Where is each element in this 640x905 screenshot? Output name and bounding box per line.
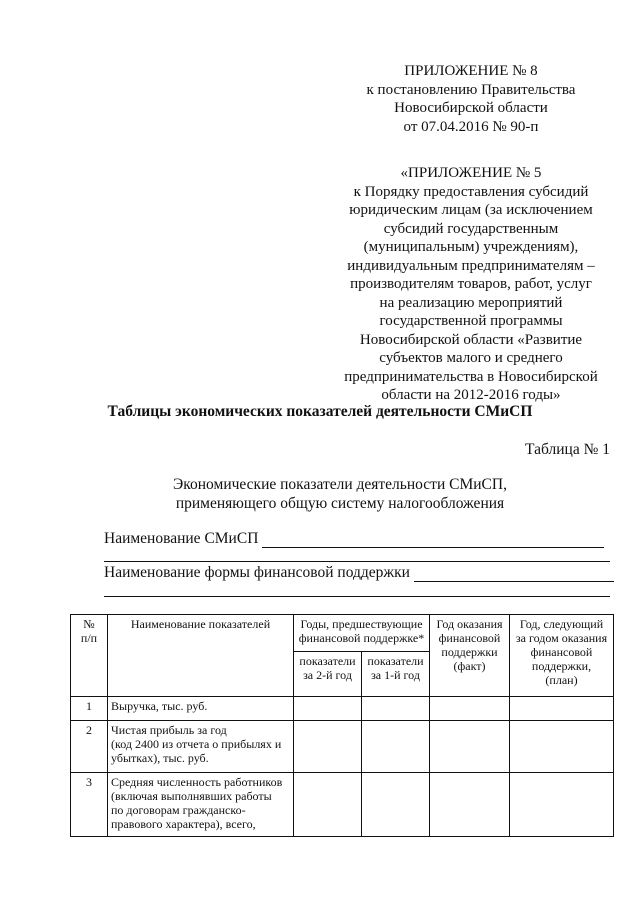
value-support-year-cell[interactable] [430,773,510,837]
document-title: Таблицы экономических показателей деятельности СМиСП [107,403,533,420]
table-row [71,721,614,773]
header-previous-years-line-1: Годы, предшествующие [300,617,423,631]
appendix-5-line-9: государственной программы [379,313,563,329]
header-next-year-line-3: финансовой [530,645,593,659]
value-next-year-cell[interactable] [510,697,614,721]
row-indicator-name [108,697,294,721]
value-year-2-cell[interactable] [294,697,362,721]
header-support-year-line-2: финансовой [438,631,501,645]
header-support-year [430,615,510,697]
row-number: 1 [71,697,108,721]
support-form-label: Наименование формы финансовой поддержки [104,564,410,581]
row-number: 2 [71,721,108,773]
row-indicator-name-line-1: Чистая прибыль за год [111,723,227,737]
table-heading [0,475,640,513]
header-support-year-line-1: Год оказания [436,617,503,631]
appendix-5-line-12: предпринимательства в Новосибирской [344,368,598,385]
smisp-name-blank[interactable] [262,533,604,548]
appendix-5-line-7: производителям товаров, работ, услуг [350,276,592,292]
header-next-year-line-5: (план) [545,673,578,687]
header-number-line-2: п/п [80,631,98,645]
row-indicator-name-line-1: Средняя численность работников [111,775,283,789]
value-year-2-cell[interactable] [294,721,362,773]
indicators-table [70,614,614,837]
appendix-5-line-2: к Порядку предоставления субсидий [353,183,589,200]
appendix-5-header [340,164,602,405]
value-support-year-cell[interactable] [430,721,510,773]
appendix-5-line-8: на реализацию мероприятий [379,294,563,311]
appendix-5-line-6: индивидуальным предпринимателям – [347,257,595,274]
appendix-5-line-11: субъектов малого и среднего [379,350,563,366]
support-form-field [104,564,614,582]
appendix-5-line-5: (муниципальным) учреждениям), [363,239,579,255]
smisp-name-label: Наименование СМиСП [104,530,259,547]
header-indicator-name: Наименование показателей [108,615,294,697]
appendix-8-line-3: Новосибирской области [394,100,548,116]
header-next-year-line-2: за годом оказания [515,631,608,645]
row-indicator-name [108,721,294,773]
header-support-year-line-3: поддержки [441,645,498,659]
table-heading-line-1: Экономические показатели деятельности СМиСП, [173,476,507,493]
value-year-1-cell[interactable] [362,721,430,773]
header-year-1 [362,652,430,697]
smisp-name-continuation-line [104,561,610,562]
header-next-year [510,615,614,697]
header-next-year-line-4: поддержки, [531,659,592,673]
row-indicator-name-line-2: (включая выполнявших работы [111,789,272,803]
row-indicator-name-line-1: Выручка, тыс. руб. [111,699,208,713]
value-year-2-cell[interactable] [294,773,362,837]
appendix-5-line-3: юридическим лицам (за исключением [349,202,593,218]
header-year-2-line-2: за 2-й год [303,668,352,682]
appendix-8-line-2: к постановлению Правительства [366,81,576,98]
header-support-year-line-4: (факт) [453,659,486,673]
header-year-2-line-1: показатели [299,654,356,668]
appendix-8-line-4: от 07.04.2016 № 90-п [403,118,539,135]
table-heading-line-2: применяющего общую систему налогообложения [175,495,505,512]
value-year-1-cell[interactable] [362,697,430,721]
header-number-line-1: № [83,617,95,631]
appendix-8-header [340,62,602,136]
appendix-5-line-4: субсидий государственным [383,220,559,237]
header-next-year-line-1: Год, следующий [519,617,604,631]
row-indicator-name-line-3: убытках), тыс. руб. [111,751,209,765]
value-year-1-cell[interactable] [362,773,430,837]
table-row [71,773,614,837]
row-indicator-name [108,773,294,837]
header-year-1-line-1: показатели [367,654,424,668]
table-number: Таблица № 1 [525,441,610,458]
indicators-table-body [71,697,614,837]
appendix-5-line-1: «ПРИЛОЖЕНИЕ № 5 [400,165,542,181]
header-previous-years-line-2: финансовой поддержке* [298,631,425,645]
header-year-2 [294,652,362,697]
header-number [71,615,108,697]
support-form-continuation-line [104,596,610,597]
smisp-name-field [104,530,604,548]
header-previous-years [294,615,430,652]
support-form-blank[interactable] [414,567,614,582]
value-support-year-cell[interactable] [430,697,510,721]
row-indicator-name-line-3: по договорам гражданско- [111,803,246,817]
value-next-year-cell[interactable] [510,773,614,837]
appendix-5-line-13: области на 2012-2016 годы» [381,387,561,403]
row-indicator-name-line-4: правового характера), всего, [111,817,256,831]
value-next-year-cell[interactable] [510,721,614,773]
header-year-1-line-2: за 1-й год [371,668,420,682]
row-number: 3 [71,773,108,837]
table-row [71,697,614,721]
appendix-5-line-10: Новосибирской области «Развитие [359,331,583,348]
row-indicator-name-line-2: (код 2400 из отчета о прибылях и [111,737,282,751]
appendix-8-line-1: ПРИЛОЖЕНИЕ № 8 [404,63,538,79]
